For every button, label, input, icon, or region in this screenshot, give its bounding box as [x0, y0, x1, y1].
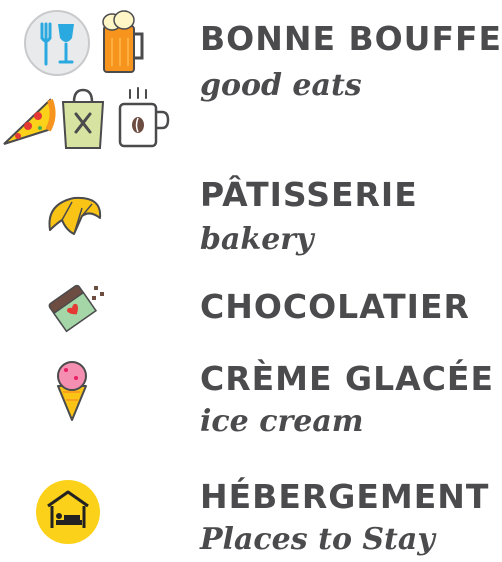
section-title-ice-cream: CRÈME GLACÉE — [200, 359, 494, 398]
section-subtitle-ice-cream: ice cream — [200, 404, 364, 439]
chocolate-bar-icon — [46, 280, 110, 334]
beer-icon — [98, 8, 148, 78]
section-subtitle-lodging: Places to Stay — [200, 522, 435, 557]
section-title-lodging: HÉBERGEMENT — [200, 477, 490, 516]
bed-house-icon — [34, 478, 102, 546]
ice-cream-cone-icon — [52, 358, 92, 424]
section-subtitle-bakery: bakery — [200, 222, 314, 257]
croissant-icon — [44, 190, 106, 242]
section-title-bakery: PÂTISSERIE — [200, 175, 418, 214]
section-title-chocolatier: CHOCOLATIER — [200, 287, 470, 326]
pizza-icon — [0, 90, 56, 150]
restaurant-icon — [22, 8, 92, 78]
coffee-mug-icon — [116, 86, 174, 150]
section-title-food: BONNE BOUFFE — [200, 19, 502, 58]
takeout-bag-icon — [58, 86, 108, 152]
section-subtitle-food: good eats — [200, 68, 362, 103]
